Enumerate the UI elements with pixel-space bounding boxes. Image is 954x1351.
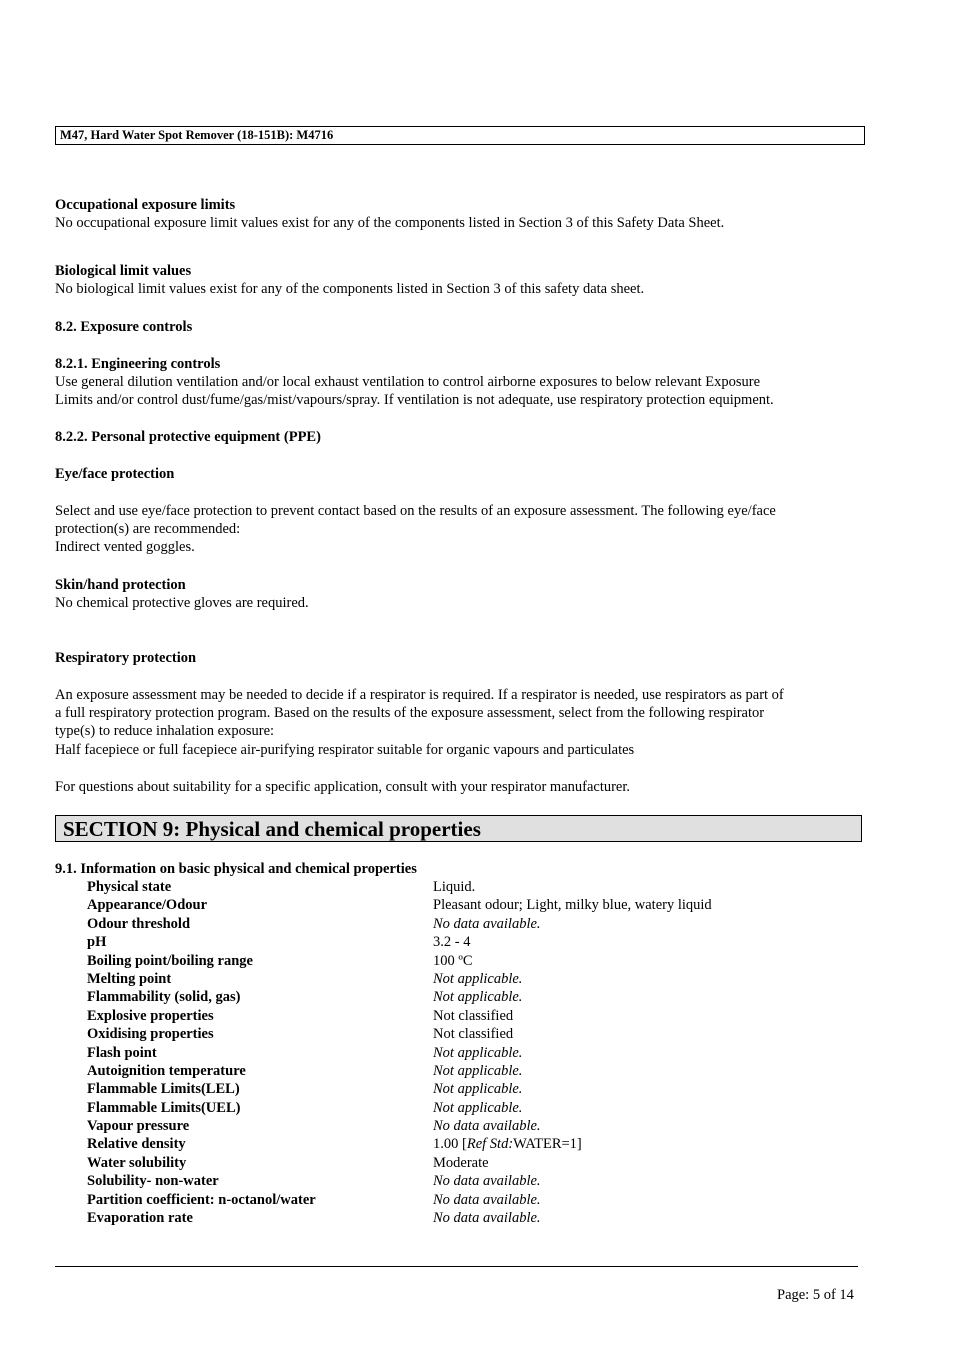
property-name: Physical state xyxy=(87,879,172,895)
resp-line-5: For questions about suitability for a specific application, consult with your respirator manufacturer. xyxy=(55,779,631,795)
skin-text: No chemical protective gloves are required. xyxy=(55,595,309,611)
engineering-line-1: Use general dilution ventilation and/or local exhaust ventilation to control airborne exposures to below relevant Exposure xyxy=(55,374,761,390)
section-9-header xyxy=(55,815,862,842)
resp-line-3: type(s) to reduce inhalation exposure: xyxy=(55,723,275,739)
properties-table xyxy=(55,860,712,1227)
property-row xyxy=(55,1044,523,1062)
resp-line-2: a full respiratory protection program. Based on the results of the exposure assessment, select from the following respirator xyxy=(55,705,765,721)
resp-heading: Respiratory protection xyxy=(55,650,197,666)
property-row xyxy=(55,1117,541,1135)
property-value: Not applicable. xyxy=(433,1099,523,1116)
property-value: No data available. xyxy=(433,1191,541,1208)
property-value: No data available. xyxy=(433,1173,541,1190)
property-value: No data available. xyxy=(433,915,541,932)
property-row xyxy=(55,1135,582,1153)
property-name: pH xyxy=(87,934,107,951)
property-name: Partition coefficient: n-octanol/water xyxy=(87,1191,316,1208)
resp-line-1: An exposure assessment may be needed to decide if a respirator is required. If a respirator is needed, use respirators as part of xyxy=(55,687,784,703)
property-row xyxy=(55,1172,541,1190)
property-value: Not applicable. xyxy=(433,1044,523,1061)
blv-text: No biological limit values exist for any of the components listed in Section 3 of this safety data sheet. xyxy=(55,281,645,297)
property-row xyxy=(55,915,541,933)
property-name: Boiling point/boiling range xyxy=(87,952,253,969)
property-name: Melting point xyxy=(87,970,172,987)
property-value: No data available. xyxy=(433,1210,541,1227)
property-name: Flash point xyxy=(87,1044,157,1061)
page-number: Page: 5 of 14 xyxy=(777,1287,854,1303)
engineering-line-2: Limits and/or control dust/fume/gas/mist/vapours/spray. If ventilation is not adequate, use respiratory protection equipment. xyxy=(55,392,774,408)
property-name: Appearance/Odour xyxy=(87,897,208,914)
ppe-heading: 8.2.2. Personal protective equipment (PPE) xyxy=(55,429,321,445)
property-row xyxy=(55,970,523,988)
eye-heading: Eye/face protection xyxy=(55,466,175,482)
property-value: Moderate xyxy=(433,1154,489,1171)
property-value: 1.00 [Ref Std:WATER=1] xyxy=(433,1136,582,1153)
eye-line-3: Indirect vented goggles. xyxy=(55,539,195,555)
property-name: Flammability (solid, gas) xyxy=(87,989,241,1006)
property-row xyxy=(55,933,471,951)
property-name: Oxidising properties xyxy=(87,1026,214,1043)
product-header xyxy=(55,126,865,145)
property-name: Flammable Limits(UEL) xyxy=(87,1099,241,1116)
property-value: 3.2 - 4 xyxy=(433,934,471,951)
property-row xyxy=(55,952,473,970)
property-value: 100 ºC xyxy=(433,952,473,969)
property-name: Vapour pressure xyxy=(87,1118,190,1135)
property-value: Not applicable. xyxy=(433,970,523,987)
skin-heading: Skin/hand protection xyxy=(55,577,186,593)
resp-line-4: Half facepiece or full facepiece air-purifying respirator suitable for organic vapours and particulates xyxy=(55,742,635,758)
properties-title: 9.1. Information on basic physical and chemical properties xyxy=(55,861,417,877)
blv-heading: Biological limit values xyxy=(55,263,192,279)
property-row xyxy=(55,1025,514,1043)
product-name: M47, Hard Water Spot Remover (18-151B): M4716 xyxy=(60,128,334,142)
eye-line-1: Select and use eye/face protection to prevent contact based on the results of an exposure assessment. The following eye/face xyxy=(55,503,776,519)
property-row xyxy=(55,878,476,896)
property-row xyxy=(55,1191,541,1209)
property-value: Not applicable. xyxy=(433,1062,523,1079)
oel-heading: Occupational exposure limits xyxy=(55,197,236,213)
property-row xyxy=(55,1154,489,1172)
property-value: Not classified xyxy=(433,1026,514,1043)
property-value: Not applicable. xyxy=(433,1081,523,1098)
property-row xyxy=(55,1062,523,1080)
section-9-title: SECTION 9: Physical and chemical properties xyxy=(63,817,481,841)
oel-text: No occupational exposure limit values exist for any of the components listed in Section 3 of this Safety Data Sheet. xyxy=(55,215,725,231)
footer-divider xyxy=(55,1266,858,1267)
engineering-heading: 8.2.1. Engineering controls xyxy=(55,356,221,372)
properties-rows xyxy=(55,878,712,1227)
eye-line-2: protection(s) are recommended: xyxy=(55,521,241,537)
property-row xyxy=(55,988,523,1006)
property-value: Not applicable. xyxy=(433,989,523,1006)
property-name: Flammable Limits(LEL) xyxy=(87,1081,240,1098)
exposure-controls-heading: 8.2. Exposure controls xyxy=(55,319,193,335)
property-value: No data available. xyxy=(433,1118,541,1135)
property-name: Autoignition temperature xyxy=(87,1062,246,1079)
property-name: Relative density xyxy=(87,1136,186,1153)
property-name: Solubility- non-water xyxy=(87,1173,219,1190)
property-name: Explosive properties xyxy=(87,1007,214,1024)
property-name: Evaporation rate xyxy=(87,1210,193,1227)
property-name: Water solubility xyxy=(87,1154,187,1171)
property-row xyxy=(55,896,712,914)
property-value: Pleasant odour; Light, milky blue, watery liquid xyxy=(433,897,712,914)
property-value: Not classified xyxy=(433,1007,514,1024)
property-row xyxy=(55,1099,523,1117)
property-row xyxy=(55,1080,523,1098)
property-name: Odour threshold xyxy=(87,915,191,932)
property-row xyxy=(55,1007,514,1025)
property-row xyxy=(55,1209,541,1227)
property-value: Liquid. xyxy=(433,879,476,895)
